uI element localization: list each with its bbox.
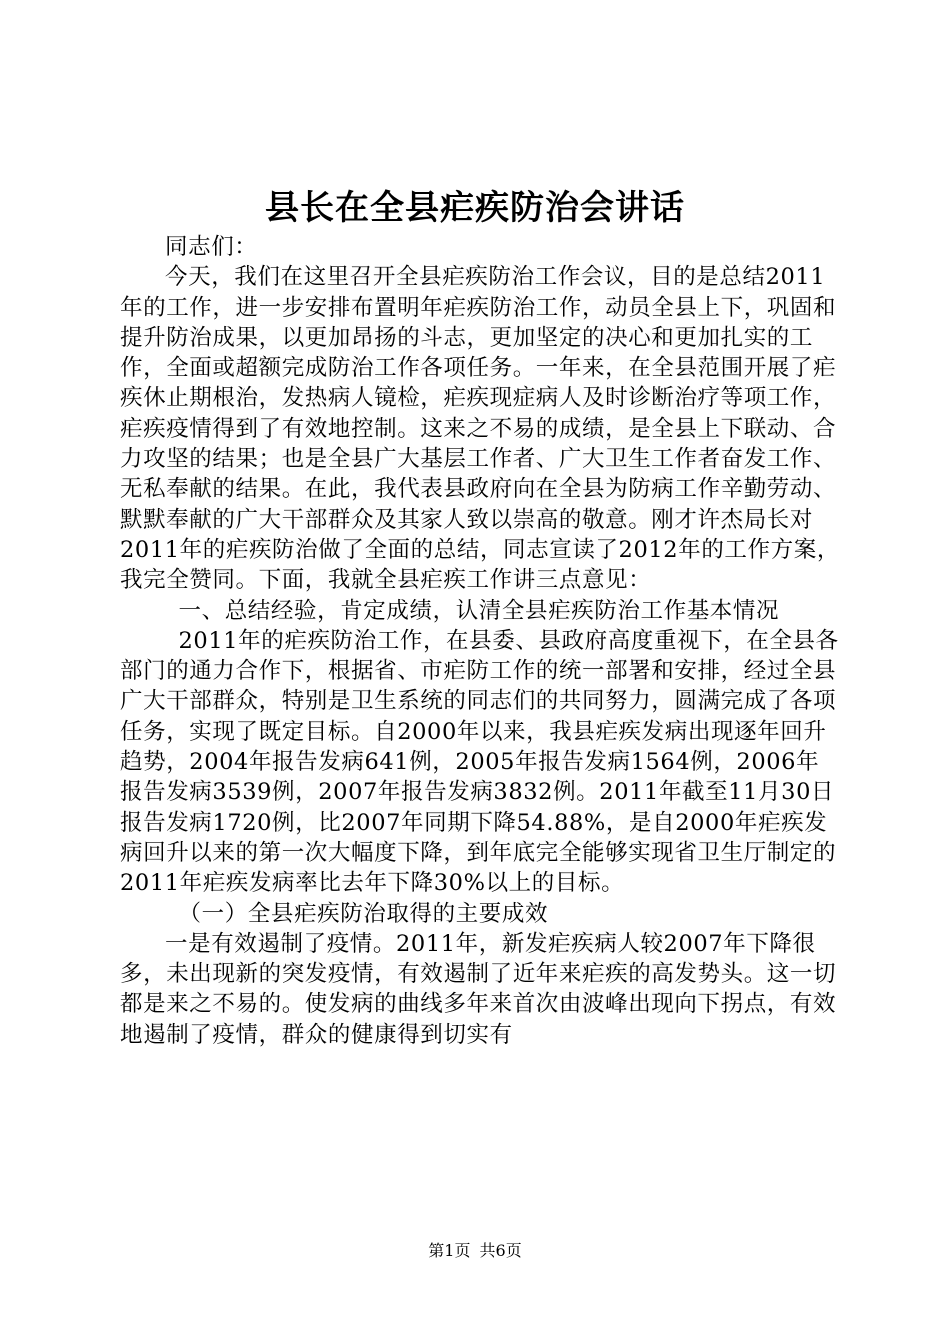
paragraph-intro: 今天，我们在这里召开全县疟疾防治工作会议，目的是总结2011年的工作，进一步安排布置明年疟疾防治工作，动员全县上下，巩固和提升防治成果，以更加昂扬的斗志，更加坚定的决心和更加扎实的工作，全面或超额完成防治工作各项任务。一年来，在全县范围开展了疟疾休止期根治，发热病人镜检，疟疾现症病人及时诊断治疗等项工作，疟疾疫情得到了有效地控制。这来之不易的成绩，是全县上下联动、合力攻坚的结果；也是全县广大基层工作者、广大卫生工作者奋发工作、无私奉献的结果。在此，我代表县政府向在全县为防病工作辛勤劳动、默默奉献的广大干部群众及其家人致以崇高的敬意。刚才许杰局长对2011年的疟疾防治做了全面的总结，同志宣读了2012年的工作方案，我完全赞同。下面，我就全县疟疾工作讲三点意见： <box>120 264 840 594</box>
page-total: 共6页 <box>479 1241 522 1260</box>
section-heading-1: 一、总结经验，肯定成绩，认清全县疟疾防治工作基本情况 <box>178 597 780 624</box>
document-body <box>120 232 840 1050</box>
document-title: 县长在全县疟疾防治会讲话 <box>265 188 685 228</box>
paragraph-summary: 2011年的疟疾防治工作，在县委、县政府高度重视下，在全县各部门的通力合作下，根据省、市疟防工作的统一部署和安排，经过全县广大干部群众，特别是卫生系统的同志们的共同努力，圆满完成了各项任务，实现了既定目标。自2000年以来，我县疟疾发病出现逐年回升趋势，2004年报告发病641例，2005年报告发病1564例，2006年报告发病3539例，2007年报告发病3832例。2011年截至11月30日报告发病1720例，比2007年同期下降54.88%，是自2000年疟疾发病回升以来的第一次大幅度下降，到年底完全能够实现省卫生厅制定的2011年疟疾发病率比去年下降30%以上的目标。 <box>120 627 839 897</box>
subsection-heading-1: （一）全县疟疾防治取得的主要成效 <box>178 900 549 927</box>
paragraph-results: 一是有效遏制了疫情。2011年，新发疟疾病人较2007年下降很多，未出现新的突发疫情，有效遏制了近年来疟疾的高发势头。这一切都是来之不易的。使发病的曲线多年来首次由波峰出现向下拐点，有效地遏制了疫情，群众的健康得到切实有 <box>120 930 837 1048</box>
page-footer <box>0 1240 950 1262</box>
page-number: 第1页 <box>428 1241 471 1260</box>
salutation: 同志们： <box>165 234 258 260</box>
